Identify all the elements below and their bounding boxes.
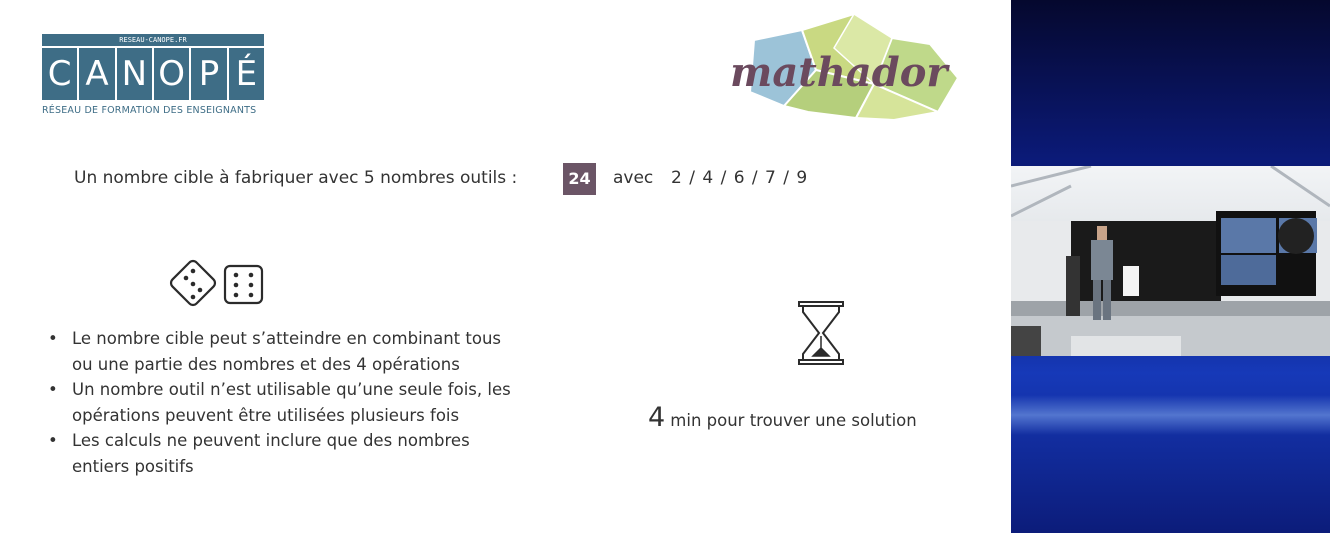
canope-letter: A bbox=[79, 48, 114, 100]
canope-url: RESEAU-CANOPE.FR bbox=[42, 34, 264, 46]
mathador-wordmark: mathador bbox=[730, 49, 948, 96]
speaker-video bbox=[1011, 166, 1330, 356]
rule-item: • Le nombre cible peut s’atteindre en combinant tous ou une partie des nombres et des 4 opérations bbox=[48, 326, 518, 377]
dice-icon bbox=[166, 258, 268, 316]
light-streak bbox=[1011, 395, 1330, 435]
canope-url-strip bbox=[42, 34, 264, 46]
rule-item: • Un nombre outil n’est utilisable qu’une seule fois, les opérations peuvent être utilisées plusieurs fois bbox=[48, 377, 518, 428]
canope-letter: É bbox=[229, 48, 264, 100]
canope-letter: N bbox=[117, 48, 152, 100]
timer-minutes: 4 bbox=[648, 402, 666, 433]
canope-logo bbox=[42, 34, 264, 116]
target-intro-text: Un nombre cible à fabriquer avec 5 nombres outils : bbox=[74, 168, 518, 188]
timer-label: min pour trouver une solution bbox=[670, 411, 917, 430]
canope-letter: C bbox=[42, 48, 77, 100]
mathador-logo bbox=[724, 8, 992, 122]
timer-text bbox=[648, 402, 917, 433]
rule-item: • Les calculs ne peuvent inclure que des nombres entiers positifs bbox=[48, 428, 518, 479]
canope-tagline: RÉSEAU DE FORMATION DES ENSEIGNANTS bbox=[42, 105, 257, 116]
video-frame bbox=[1011, 166, 1330, 356]
tool-numbers: 2 / 4 / 6 / 7 / 9 bbox=[671, 168, 809, 188]
rules-list bbox=[48, 326, 518, 479]
canope-letter: O bbox=[154, 48, 189, 100]
hourglass-icon bbox=[796, 300, 846, 372]
avec-text: avec bbox=[613, 168, 654, 188]
target-number-badge: 24 bbox=[563, 163, 596, 195]
canope-letter: P bbox=[191, 48, 226, 100]
mathador-logo-graphic bbox=[724, 8, 992, 122]
canope-wordmark bbox=[42, 48, 264, 100]
